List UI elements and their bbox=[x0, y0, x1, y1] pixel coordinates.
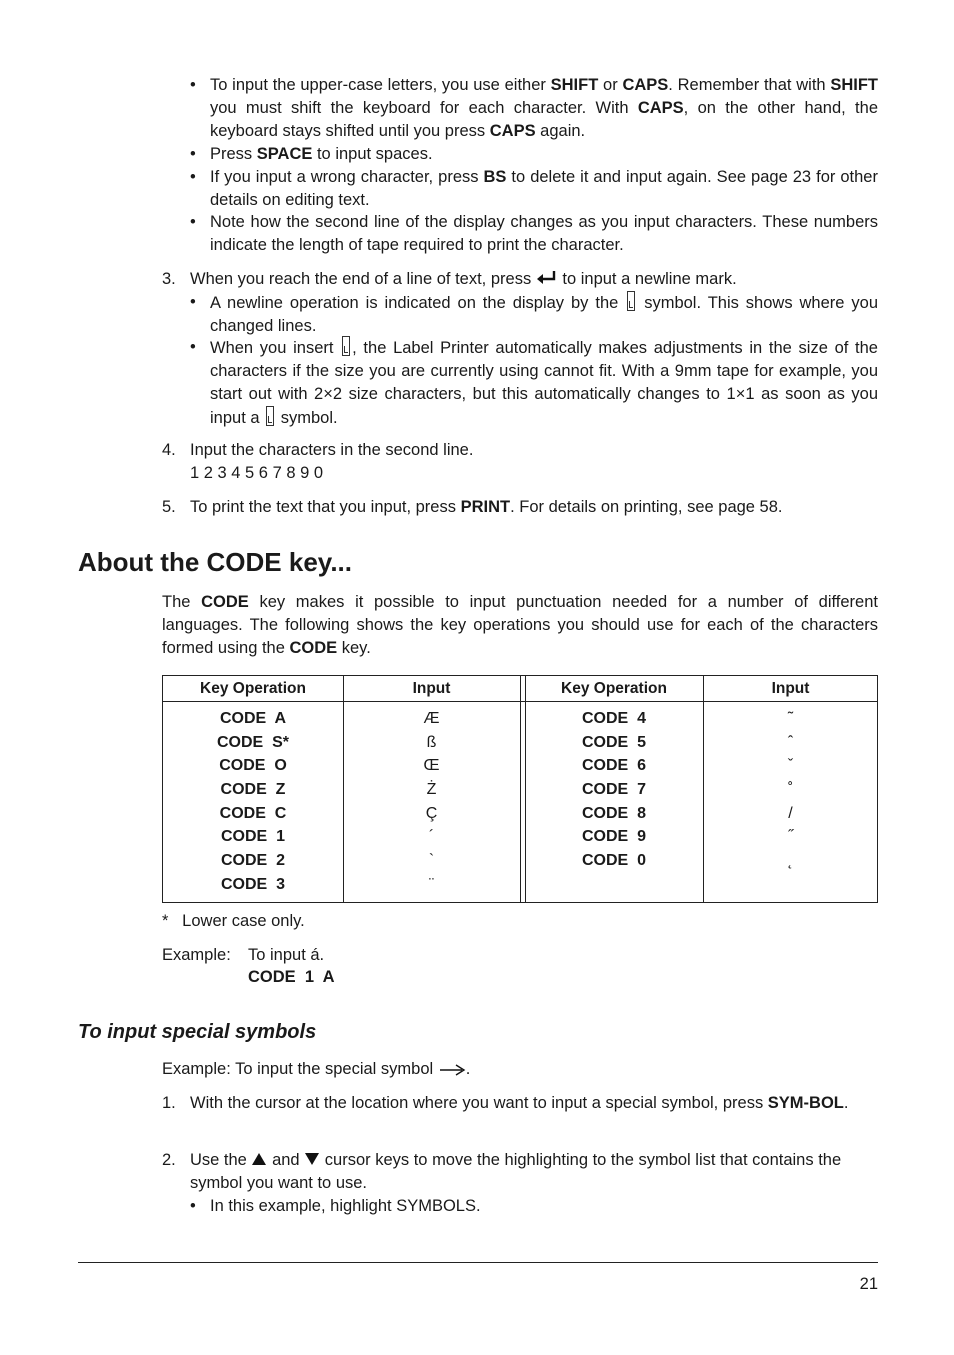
step-number: 1. bbox=[162, 1094, 176, 1112]
table-cell: CODE 4 bbox=[581, 710, 646, 727]
bullet-dot: • bbox=[190, 1197, 196, 1215]
step-text-part: cursor keys to move the highlighting to the symbol list that contains the symbol you want to use. bbox=[190, 1151, 842, 1192]
step-5-text-after: . For details on printing, see page 58. bbox=[510, 498, 783, 516]
section-title: About the CODE key... bbox=[78, 547, 352, 577]
table-cell: ˇ bbox=[787, 757, 794, 775]
table-cell: ˆ bbox=[787, 733, 794, 751]
enter-icon bbox=[536, 270, 558, 286]
table-cell: CODE 7 bbox=[581, 781, 646, 799]
step-text-part: Use the bbox=[190, 1151, 247, 1169]
up-triangle-icon bbox=[251, 1152, 267, 1166]
table-cell: Æ bbox=[423, 710, 440, 727]
text-run: If you input a wrong character, press bbox=[210, 168, 484, 186]
bullet-text: In this example, highlight SYMBOLS. bbox=[210, 1197, 481, 1215]
text-run: , on the other hand, the keyboard stays shifted until you press bbox=[210, 99, 878, 140]
bullet-text bbox=[210, 336, 878, 430]
table-cell: ` bbox=[428, 852, 435, 870]
example-text: To input á. bbox=[248, 946, 325, 964]
bullet-text-part: symbol. bbox=[280, 409, 338, 427]
step-text-part: . bbox=[843, 1094, 849, 1112]
key-name: SHIFT bbox=[830, 76, 878, 94]
table-cell: Ż bbox=[426, 781, 437, 799]
table-header-divider bbox=[163, 701, 877, 702]
table-cell: CODE 5 bbox=[581, 733, 646, 751]
newline-mark-icon bbox=[627, 291, 635, 311]
step-text-part: With the cursor at the location where you want to input a special symbol, press bbox=[190, 1094, 768, 1112]
bullet-text bbox=[210, 291, 878, 338]
special-example bbox=[162, 1058, 878, 1081]
newline-mark-icon bbox=[266, 406, 274, 426]
text-run: again. bbox=[535, 122, 586, 140]
step-5-text bbox=[190, 496, 878, 519]
table-cell: CODE O bbox=[219, 757, 287, 775]
code-key-table bbox=[162, 675, 878, 903]
bullet-dot: • bbox=[190, 145, 196, 163]
table-divider bbox=[520, 676, 521, 902]
bullet-text-part: When you insert bbox=[210, 339, 334, 357]
step-4-digits: 1 2 3 4 5 6 7 8 9 0 bbox=[190, 464, 324, 482]
down-triangle-icon bbox=[304, 1152, 320, 1166]
table-header: Input bbox=[771, 680, 810, 697]
special-step-1-text bbox=[190, 1092, 878, 1115]
code-key-label: CODE bbox=[201, 593, 249, 611]
step-3-text-after: to input a newline mark. bbox=[562, 270, 737, 288]
table-cell: ˜ bbox=[787, 710, 794, 727]
table-cell: Œ bbox=[423, 757, 440, 775]
table-cell: / bbox=[788, 804, 793, 822]
text-run: To input the upper-case letters, you use either bbox=[210, 76, 551, 94]
step-number: 5. bbox=[162, 498, 176, 516]
bullet-text-part: , the Label Printer automatically makes adjustments in the size of the characters if the size you are currently using cannot fit. With a 9mm tape for example, you start out with 2×2 size characters, but this automatically changes to 1×1 as soon as you input a bbox=[210, 339, 878, 427]
key-name: CAPS bbox=[622, 76, 669, 94]
right-key-column bbox=[525, 707, 703, 873]
text-run: to delete it and input again. See page 23 for other details on editing text. bbox=[210, 168, 878, 209]
table-cell: CODE 9 bbox=[581, 828, 646, 846]
step-4-text bbox=[190, 439, 878, 485]
table-cell: CODE C bbox=[219, 804, 287, 822]
footer-rule bbox=[78, 1262, 878, 1263]
table-cell: ´ bbox=[428, 828, 435, 846]
table-cell: CODE S* bbox=[216, 733, 289, 751]
right-input-column bbox=[703, 707, 878, 873]
text-run: Press bbox=[210, 145, 257, 163]
table-header: Key Operation bbox=[561, 680, 667, 697]
table-cell: ß bbox=[426, 733, 437, 751]
bullet-dot: • bbox=[190, 168, 196, 186]
key-name: SPACE bbox=[256, 145, 313, 163]
key-name: CAPS bbox=[489, 122, 536, 140]
bullet-dot: • bbox=[190, 338, 196, 356]
step-4-line: Input the characters in the second line. bbox=[190, 441, 474, 459]
step-number: 3. bbox=[162, 270, 176, 288]
footnote: * Lower case only. bbox=[162, 912, 305, 930]
table-cell: CODE 8 bbox=[581, 804, 646, 822]
table-cell: CODE 3 bbox=[220, 875, 285, 893]
text-run: or bbox=[598, 76, 623, 94]
table-cell: ˚ bbox=[787, 781, 794, 799]
key-name: CAPS bbox=[637, 99, 684, 117]
step-number: 2. bbox=[162, 1151, 176, 1169]
bullet-text bbox=[210, 211, 878, 257]
text-run: Note how the second line of the display changes as you input characters. These numbers indicate the length of tape required to print the character. bbox=[210, 213, 878, 254]
special-step-2-text bbox=[190, 1149, 878, 1195]
bullet-text bbox=[210, 166, 878, 212]
bullet-text bbox=[210, 143, 878, 166]
code-key-label: CODE bbox=[289, 639, 338, 657]
table-cell: CODE Z bbox=[220, 781, 286, 799]
text-run: . Remember that with bbox=[668, 76, 831, 94]
print-key-label: PRINT bbox=[460, 498, 511, 516]
table-cell: ¨ bbox=[428, 875, 435, 893]
newline-mark-icon bbox=[342, 336, 350, 356]
left-key-column bbox=[163, 707, 343, 897]
bullet-text bbox=[210, 74, 878, 143]
special-example-text: Example: To input the special symbol bbox=[162, 1060, 434, 1078]
step-5-text-before: To print the text that you input, press bbox=[190, 498, 461, 516]
step-text-part: and bbox=[272, 1151, 300, 1169]
text-run: you must shift the keyboard for each character. With bbox=[210, 99, 638, 117]
step-3-text bbox=[190, 268, 878, 291]
step-number: 4. bbox=[162, 441, 176, 459]
table-cell: CODE 6 bbox=[581, 757, 646, 775]
table-cell: CODE A bbox=[219, 710, 287, 727]
table-cell: CODE 0 bbox=[581, 852, 646, 870]
left-input-column bbox=[343, 707, 520, 897]
example-keys: CODE 1 A bbox=[248, 968, 335, 986]
step-3-text-before: When you reach the end of a line of text, press bbox=[190, 270, 532, 288]
bullet-text-part: symbol. This shows where you changed lines. bbox=[210, 294, 878, 335]
intro-part: The bbox=[162, 593, 202, 611]
text-run: to input spaces. bbox=[312, 145, 433, 163]
table-cell: Ç bbox=[425, 804, 438, 822]
bullet-dot: • bbox=[190, 213, 196, 231]
key-name: SHIFT bbox=[550, 76, 599, 94]
table-cell: CODE 1 bbox=[220, 828, 285, 846]
table-header: Key Operation bbox=[200, 680, 306, 697]
intro-part: key. bbox=[337, 639, 371, 657]
right-arrow-icon bbox=[438, 1062, 466, 1076]
table-cell: ˝ bbox=[787, 828, 794, 846]
special-example-end: . bbox=[465, 1060, 471, 1078]
table-cell: CODE 2 bbox=[220, 852, 285, 870]
example-block bbox=[162, 944, 878, 986]
bullet-text-part: A newline operation is indicated on the display by the bbox=[210, 294, 619, 312]
intro-part: key makes it possible to input punctuation needed for a number of different languages. The following shows the key operations you should use for each of the characters formed using the bbox=[162, 593, 878, 657]
code-intro-paragraph bbox=[162, 591, 878, 660]
example-label: Example: bbox=[162, 946, 231, 964]
table-header: Input bbox=[412, 680, 451, 697]
key-name: BS bbox=[483, 168, 507, 186]
page-number: 21 bbox=[859, 1275, 878, 1293]
table-cell: ˛ bbox=[787, 852, 794, 870]
symbol-key-label: SYM-BOL bbox=[767, 1094, 844, 1112]
subsection-title: To input special symbols bbox=[78, 1021, 317, 1043]
bullet-dot: • bbox=[190, 76, 196, 94]
bullet-dot: • bbox=[190, 293, 196, 311]
